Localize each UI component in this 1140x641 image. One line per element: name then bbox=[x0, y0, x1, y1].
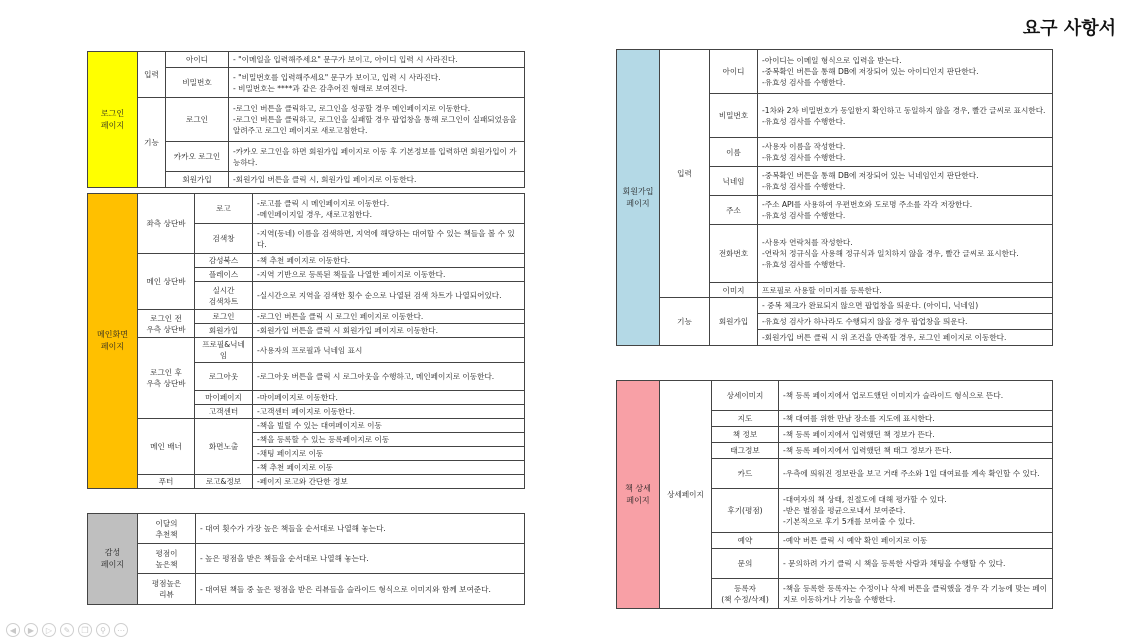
table-desc: -고객센터 페이지로 이동한다. bbox=[253, 405, 525, 419]
login-category: 로그인 페이지 bbox=[88, 52, 138, 188]
table-desc: -지역(동네) 이름을 검색하면, 지역에 해당하는 대여할 수 있는 책들을 볼 수 있다. bbox=[253, 224, 525, 254]
table-desc: -유효성 검사가 하나라도 수행되지 않을 경우 팝업창을 띄운다. bbox=[758, 314, 1053, 330]
table-desc: -책을 빌릴 수 있는 대여페이지로 이동 bbox=[253, 419, 525, 433]
table-desc: 프로필로 사용할 이미지를 등록한다. bbox=[758, 283, 1053, 298]
main-group: 메인 상단바 bbox=[138, 254, 195, 310]
table-desc: -페이지 로고와 간단한 정보 bbox=[253, 475, 525, 489]
table-desc: -책 등록 페이지에서 업로드했던 이미지가 슬라이드 형식으로 뜬다. bbox=[779, 381, 1053, 411]
table-item: 아이디 bbox=[710, 50, 758, 94]
table-item: 주소 bbox=[710, 196, 758, 225]
table-desc: -로그인 버튼을 클릭하고, 로그인을 성공할 경우 메인페이지로 이동한다. -로그인 버튼을 클릭하고, 로그인을 실패할 경우 팝업창을 통해 로그인이 실패되었음을 알려주고 로그인 페이지로 새로고침한다. bbox=[229, 98, 525, 142]
detail-group: 상세페이지 bbox=[660, 381, 712, 609]
table-item: 화면노출 bbox=[195, 419, 253, 475]
table-desc: -주소 API를 사용하여 우편번호와 도로명 주소를 각각 저장한다. -유효성 검사를 수행한다. bbox=[758, 196, 1053, 225]
table-desc: -책 등록 페이지에서 입력했던 책 태그 정보가 뜬다. bbox=[779, 443, 1053, 459]
prev-icon[interactable]: ◀ bbox=[6, 623, 20, 637]
table-item: 마이페이지 bbox=[195, 391, 253, 405]
emotion-category: 감성 페이지 bbox=[88, 514, 138, 605]
pen-icon[interactable]: ✎ bbox=[60, 623, 74, 637]
next-icon[interactable]: ▶ bbox=[24, 623, 38, 637]
table-item: 카카오 로그인 bbox=[166, 142, 229, 172]
play-icon[interactable]: ▷ bbox=[42, 623, 56, 637]
table-item: 비밀번호 bbox=[710, 94, 758, 138]
table-item: 로그아웃 bbox=[195, 363, 253, 391]
main-category: 메인화면 페이지 bbox=[88, 194, 138, 489]
main-group: 로그인 전 우측 상단바 bbox=[138, 310, 195, 338]
table-item: 예약 bbox=[712, 533, 779, 549]
table-desc: -책 추천 페이지로 이동 bbox=[253, 461, 525, 475]
main-group: 메인 배너 bbox=[138, 419, 195, 475]
table-desc: - "비밀번호를 입력해주세요" 문구가 보이고, 입력 시 사라진다. - 비밀번호는 ****과 같은 감추어진 형태로 보여진다. bbox=[229, 68, 525, 98]
table-desc: -회원가입 버튼을 클릭 시, 회원가입 페이지로 이동한다. bbox=[229, 172, 525, 188]
table-desc: -로그아웃 버튼을 클릭 시 로그아웃을 수행하고, 메인페이지로 이동한다. bbox=[253, 363, 525, 391]
table-item: 회원가입 bbox=[166, 172, 229, 188]
table-item: 로고 bbox=[195, 194, 253, 224]
table-desc: -로고를 클릭 시 메인페이지로 이동한다. -메인페이지일 경우, 새로고침한다. bbox=[253, 194, 525, 224]
table-item: 감성북스 bbox=[195, 254, 253, 268]
login-group-function: 기능 bbox=[138, 98, 166, 188]
emotion-requirements-table bbox=[87, 513, 525, 605]
table-desc: -실시간으로 지역을 검색한 횟수 순으로 나열된 검색 차트가 나열되어있다. bbox=[253, 282, 525, 310]
table-item: 등록자 (책 수정/삭제) bbox=[712, 579, 779, 609]
signup-group-function: 기능 bbox=[660, 298, 710, 346]
table-item: 상세이미지 bbox=[712, 381, 779, 411]
table-item: 전화번호 bbox=[710, 225, 758, 283]
signup-category: 회원가입 페이지 bbox=[617, 50, 660, 346]
table-desc: -책 추천 페이지로 이동한다. bbox=[253, 254, 525, 268]
table-item: 아이디 bbox=[166, 52, 229, 68]
table-desc: - 문의하려 가기 클릭 시 책을 등록한 사람과 채팅을 수행할 수 있다. bbox=[779, 549, 1053, 579]
page-title: 요구 사항서 bbox=[1022, 18, 1116, 39]
table-desc: -책을 등록한 등록자는 수정이나 삭제 버튼을 클릭했을 경우 각 기능에 맞는 페이지로 이동하거나 기능을 수행한다. bbox=[779, 579, 1053, 609]
table-item: 로그인 bbox=[166, 98, 229, 142]
table-item: 태그정보 bbox=[712, 443, 779, 459]
login-requirements-table bbox=[87, 51, 525, 188]
main-requirements-table bbox=[87, 193, 525, 489]
table-desc: -로그인 버튼을 클릭 시 로그인 페이지로 이동한다. bbox=[253, 310, 525, 324]
table-desc: -대여자의 책 상태, 친절도에 대해 평가할 수 있다. -받은 별점을 평균으로내서 보여준다. -기본적으로 후기 5개를 보여줄 수 있다. bbox=[779, 489, 1053, 533]
main-group: 푸터 bbox=[138, 475, 195, 489]
table-item: 이달의 추천책 bbox=[138, 514, 196, 544]
table-item: 카드 bbox=[712, 459, 779, 489]
more-icon[interactable]: ⋯ bbox=[114, 623, 128, 637]
table-desc: - 중복 체크가 완료되지 않으면 팝업창을 띄운다. (아이디, 닉네임) bbox=[758, 298, 1053, 314]
zoom-icon[interactable]: ⚲ bbox=[96, 623, 110, 637]
table-desc: -책 대여를 위한 만남 장소를 지도에 표시한다. bbox=[779, 411, 1053, 427]
table-desc: -마이페이지로 이동한다. bbox=[253, 391, 525, 405]
table-item: 평점높은 리뷰 bbox=[138, 574, 196, 605]
table-item: 플레이스 bbox=[195, 268, 253, 282]
table-desc: -예약 버튼 클릭 시 예약 확인 페이지로 이동 bbox=[779, 533, 1053, 549]
table-item: 지도 bbox=[712, 411, 779, 427]
table-desc: -아이디는 이메일 형식으로 입력을 받는다. -중복확인 버튼을 통해 DB에 저장되어 있는 아이디인지 판단한다. -유효성 검사를 수행한다. bbox=[758, 50, 1053, 94]
table-item: 로고&정보 bbox=[195, 475, 253, 489]
table-desc: - "이메일을 입력해주세요" 문구가 보이고, 아이디 입력 시 사라진다. bbox=[229, 52, 525, 68]
table-desc: -책을 등록할 수 있는 등록페이지로 이동 bbox=[253, 433, 525, 447]
table-desc: -사용자의 프로필과 닉네임 표시 bbox=[253, 338, 525, 363]
detail-category: 책 상세 페이지 bbox=[617, 381, 660, 609]
login-group-input: 입력 bbox=[138, 52, 166, 98]
main-group: 좌측 상단바 bbox=[138, 194, 195, 254]
table-item: 비밀번호 bbox=[166, 68, 229, 98]
signup-group-input: 입력 bbox=[660, 50, 710, 298]
table-desc: -회원가입 버튼을 클릭 시 회원가입 페이지로 이동한다. bbox=[253, 324, 525, 338]
table-item: 이름 bbox=[710, 138, 758, 167]
table-item: 이미지 bbox=[710, 283, 758, 298]
table-desc: -회원가입 버튼 클릭 시 위 조건을 만족할 경우, 로그인 페이지로 이동한다. bbox=[758, 330, 1053, 346]
table-desc: - 높은 평점을 받은 책들을 순서대로 나열해 놓는다. bbox=[196, 544, 525, 574]
table-desc: -채팅 페이지로 이동 bbox=[253, 447, 525, 461]
table-item: 평점이 높은책 bbox=[138, 544, 196, 574]
signup-requirements-table bbox=[616, 49, 1053, 346]
table-desc: -카카오 로그인을 하면 회원가입 페이지로 이동 후 기본정보를 입력하면 회원가입이 가능하다. bbox=[229, 142, 525, 172]
table-desc: -사용자 이름을 작성한다. -유효성 검사를 수행한다. bbox=[758, 138, 1053, 167]
table-item: 프로필&닉네임 bbox=[195, 338, 253, 363]
table-desc: - 대여된 책들 중 높은 평점을 받은 리뷰들을 슬라이드 형식으로 이미지와 함께 보여준다. bbox=[196, 574, 525, 605]
table-desc: -사용자 연락처를 작성한다. -연락처 정규식을 사용해 정규식과 일치하지 않을 경우, 빨간 글씨로 표시한다. -유효성 검사를 수행한다. bbox=[758, 225, 1053, 283]
table-item: 로그인 bbox=[195, 310, 253, 324]
table-item: 회원가입 bbox=[195, 324, 253, 338]
detail-requirements-table bbox=[616, 380, 1053, 609]
copy-icon[interactable]: ❐ bbox=[78, 623, 92, 637]
main-group: 로그인 후 우측 상단바 bbox=[138, 338, 195, 419]
table-desc: -지역 기반으로 등록된 책들을 나열한 페이지로 이동한다. bbox=[253, 268, 525, 282]
table-desc: - 대여 횟수가 가장 높은 책들을 순서대로 나열해 놓는다. bbox=[196, 514, 525, 544]
table-item: 책 정보 bbox=[712, 427, 779, 443]
table-item: 실시간 검색차트 bbox=[195, 282, 253, 310]
table-item: 검색창 bbox=[195, 224, 253, 254]
table-item: 회원가입 bbox=[710, 298, 758, 346]
table-desc: -책 등록 페이지에서 입력했던 책 정보가 뜬다. bbox=[779, 427, 1053, 443]
table-desc: -1차와 2차 비밀번호가 동일한지 확인하고 동일하지 않을 경우, 빨간 글씨로 표시한다. -유효성 검사를 수행한다. bbox=[758, 94, 1053, 138]
table-item: 닉네임 bbox=[710, 167, 758, 196]
table-desc: -중복확인 버튼을 통해 DB에 저장되어 있는 닉네임인지 판단한다. -유효성 검사를 수행한다. bbox=[758, 167, 1053, 196]
table-item: 고객센터 bbox=[195, 405, 253, 419]
slide-controls bbox=[6, 623, 128, 637]
table-desc: -우측에 띄워진 정보란을 보고 거래 주소와 1일 대여료를 계속 확인할 수 있다. bbox=[779, 459, 1053, 489]
table-item: 후기(평점) bbox=[712, 489, 779, 533]
table-item: 문의 bbox=[712, 549, 779, 579]
